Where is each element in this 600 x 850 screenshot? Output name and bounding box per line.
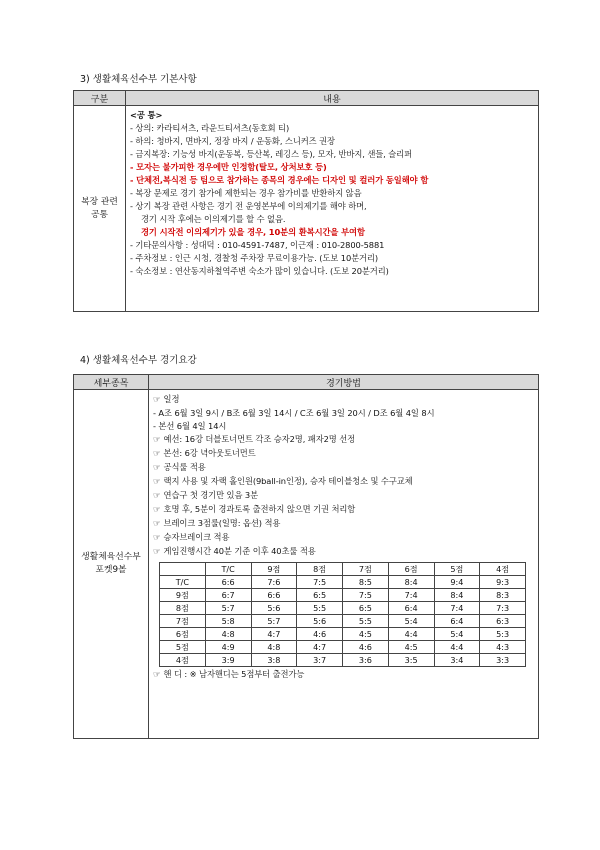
- handicap-cell: 5:7: [205, 602, 251, 615]
- handicap-row: [160, 602, 526, 615]
- handicap-cell: 7:6: [251, 576, 297, 589]
- handicap-footer: ☞ 핸 디 : ※ 남자핸디는 5점부터 출전가능: [153, 669, 305, 680]
- handicap-cell: 5:8: [205, 615, 251, 628]
- handicap-cell: 6:5: [297, 589, 343, 602]
- header-method: 경기방법: [149, 375, 539, 390]
- section4-label-line2: 포켓9볼: [95, 565, 127, 575]
- handicap-row: [160, 628, 526, 641]
- handicap-cell: 3:5: [388, 654, 434, 667]
- clothing-rule-line: 경기 시작전 이의제기가 있을 경우, 10분의 환복시간을 부여함: [141, 227, 365, 237]
- handicap-cell: 5:6: [297, 615, 343, 628]
- clothing-rule-line: - 모자는 불가피한 경우에만 인정함(탈모, 상처보호 등): [130, 162, 327, 172]
- handicap-column-header: 9점: [251, 563, 297, 576]
- game-rule-line: ☞ 연습구 첫 경기만 있음 3분: [153, 490, 259, 501]
- pointing-hand-icon: ☞: [153, 395, 161, 405]
- game-rule-line: ☞ 일정: [153, 394, 180, 405]
- handicap-cell: 7:4: [388, 589, 434, 602]
- section4-header-row: [74, 375, 539, 390]
- handicap-cell: 4:9: [205, 641, 251, 654]
- header-subevent: 세부종목: [74, 375, 149, 390]
- clothing-rule-line: - 숙소정보 : 연산동지하철역주변 숙소가 많이 있습니다. (도보 20분거리): [130, 266, 389, 276]
- handicap-cell: 8:4: [434, 589, 480, 602]
- pointing-hand-icon: ☞: [153, 463, 161, 473]
- handicap-cell: 4:4: [434, 641, 480, 654]
- handicap-cell: 4:3: [480, 641, 526, 654]
- game-rule-line: ☞ 게임진행시간 40분 기준 이후 40초룰 적용: [153, 546, 316, 557]
- clothing-rule-line: 경기 시작 후에는 이의제기를 할 수 없음.: [141, 214, 286, 224]
- section3-body-row: [74, 106, 539, 312]
- section3-label-line1: 복장 관련: [81, 196, 118, 207]
- handicap-cell: 5:4: [434, 628, 480, 641]
- handicap-cell: 4:6: [343, 641, 389, 654]
- handicap-cell: 5:6: [251, 602, 297, 615]
- handicap-column-header: T/C: [205, 563, 251, 576]
- handicap-cell: 3:3: [480, 654, 526, 667]
- handicap-cell: 7:5: [297, 576, 343, 589]
- game-rule-line: ☞ 브레이크 3점룰(일명: 옵션) 적용: [153, 518, 281, 529]
- handicap-cell: 4:5: [343, 628, 389, 641]
- handicap-cell: 6:6: [205, 576, 251, 589]
- pointing-hand-icon: ☞: [153, 435, 161, 445]
- clothing-rule-line: <공 통>: [130, 110, 163, 120]
- handicap-cell: 4:7: [251, 628, 297, 641]
- section3-label-line2: 공통: [91, 209, 108, 220]
- game-rule-line: ☞ 호명 후, 5분이 경과토록 출전하지 않으면 기권 처리함: [153, 504, 356, 515]
- section4-title: 4) 생활체육선수부 경기요강: [80, 355, 197, 366]
- clothing-rule-line: - 기타문의사항 : 성대덕 : 010-4591-7487, 이근재 : 010-2800-5881: [130, 240, 385, 250]
- handicap-table: [159, 562, 526, 667]
- clothing-rule-line: - 금지복장: 기능성 바지(운동복, 등산복, 레깅스 등), 모자, 반바지, 샌들, 슬리퍼: [130, 149, 412, 159]
- handicap-cell: 4:4: [388, 628, 434, 641]
- game-rule-line: ☞ 랙지 사용 및 자랙 홀인원(9ball-in인정), 승자 테이블청소 및 수구교체: [153, 476, 413, 487]
- handicap-row-label: 9점: [160, 589, 206, 602]
- handicap-cell: 6:4: [434, 615, 480, 628]
- clothing-rule-line: - 주차정보 : 인근 시청, 경찰청 주차장 무료이용가능. (도보 10분거리): [130, 253, 379, 263]
- clothing-rule-line: - 상기 복장 관련 사항은 경기 전 운영본부에 이의제기를 해야 하며,: [130, 201, 367, 211]
- handicap-row: [160, 576, 526, 589]
- handicap-column-header: 6점: [388, 563, 434, 576]
- game-rule-line: ☞ 본선: 6강 녁아웃토너먼트: [153, 448, 256, 459]
- pointing-hand-icon: ☞: [153, 533, 161, 543]
- pointing-hand-icon: ☞: [153, 491, 161, 501]
- handicap-cell: 7:3: [480, 602, 526, 615]
- pointing-hand-icon: ☞: [153, 505, 161, 515]
- handicap-row: [160, 615, 526, 628]
- section3-table: [73, 90, 539, 312]
- handicap-cell: 5:4: [388, 615, 434, 628]
- handicap-cell: 3:9: [205, 654, 251, 667]
- handicap-column-header: 4점: [480, 563, 526, 576]
- handicap-row-label: T/C: [160, 576, 206, 589]
- game-rule-line: ☞ 예선: 16강 더블토너먼트 각조 승자2명, 패자2명 선정: [153, 434, 356, 445]
- pointing-hand-icon: ☞: [153, 547, 161, 557]
- handicap-cell: 6:7: [205, 589, 251, 602]
- handicap-column-header: [160, 563, 206, 576]
- game-rule-line: ☞ 공식룰 적용: [153, 462, 206, 473]
- handicap-row-label: 8점: [160, 602, 206, 615]
- handicap-row-label: 4점: [160, 654, 206, 667]
- handicap-cell: 6:6: [251, 589, 297, 602]
- handicap-cell: 4:5: [388, 641, 434, 654]
- handicap-column-header: 7점: [343, 563, 389, 576]
- handicap-header-row: [160, 563, 526, 576]
- clothing-rule-line: - 단체전,복식전 등 팀으로 참가하는 종목의 경우에는 디자인 및 컬러가 동일해야 함: [130, 175, 429, 185]
- game-rule-line: ☞ 승자브레이크 적용: [153, 532, 230, 543]
- header-content: 내용: [126, 91, 539, 106]
- pointing-hand-icon: ☞: [153, 449, 161, 459]
- handicap-cell: 4:7: [297, 641, 343, 654]
- pointing-hand-icon: ☞: [153, 477, 161, 487]
- handicap-cell: 3:7: [297, 654, 343, 667]
- handicap-cell: 7:4: [434, 602, 480, 615]
- handicap-column-header: 5점: [434, 563, 480, 576]
- handicap-row-label: 5점: [160, 641, 206, 654]
- handicap-cell: 8:5: [343, 576, 389, 589]
- section4-body-row: [74, 390, 539, 739]
- handicap-cell: 3:4: [434, 654, 480, 667]
- game-rule-line: - 본선 6월 4일 14시: [153, 421, 227, 431]
- handicap-cell: 5:5: [343, 615, 389, 628]
- handicap-column-header: 8점: [297, 563, 343, 576]
- handicap-cell: 5:7: [251, 615, 297, 628]
- section4-label: [74, 390, 149, 739]
- clothing-rule-line: - 하의: 청바지, 면바지, 정장 바지 / 운동화, 스니커즈 권장: [130, 136, 335, 146]
- handicap-row: [160, 641, 526, 654]
- section3-header-row: [74, 91, 539, 106]
- handicap-cell: 9:4: [434, 576, 480, 589]
- clothing-rule-line: - 복장 문제로 경기 참가에 제한되는 경우 참가비를 반환하지 않음: [130, 188, 362, 198]
- pointing-hand-icon: ☞: [153, 670, 161, 680]
- handicap-cell: 8:4: [388, 576, 434, 589]
- handicap-row: [160, 654, 526, 667]
- clothing-rule-line: - 상의: 카라티셔츠, 라운드티셔츠(동호회 티): [130, 123, 290, 133]
- handicap-cell: 5:5: [297, 602, 343, 615]
- handicap-cell: 7:5: [343, 589, 389, 602]
- handicap-cell: 3:8: [251, 654, 297, 667]
- section4-content: [149, 390, 539, 739]
- handicap-cell: 6:4: [388, 602, 434, 615]
- handicap-cell: 4:8: [205, 628, 251, 641]
- game-rule-line: - A조 6월 3일 9시 / B조 6월 3일 14시 / C조 6월 3일 20시 / D조 6월 4일 8시: [153, 408, 435, 418]
- handicap-cell: 8:3: [480, 589, 526, 602]
- section4-table: [73, 374, 539, 739]
- pointing-hand-icon: ☞: [153, 519, 161, 529]
- handicap-cell: 4:6: [297, 628, 343, 641]
- handicap-cell: 6:5: [343, 602, 389, 615]
- section3-content: [126, 106, 539, 312]
- header-category: 구분: [74, 91, 126, 106]
- handicap-row-label: 6점: [160, 628, 206, 641]
- handicap-cell: 5:3: [480, 628, 526, 641]
- handicap-cell: 6:3: [480, 615, 526, 628]
- handicap-cell: 3:6: [343, 654, 389, 667]
- section3-title: 3) 생활체육선수부 기본사항: [80, 74, 197, 85]
- handicap-cell: 4:8: [251, 641, 297, 654]
- handicap-row-label: 7점: [160, 615, 206, 628]
- handicap-row: [160, 589, 526, 602]
- section3-label: [74, 106, 126, 312]
- handicap-cell: 9:3: [480, 576, 526, 589]
- section4-label-line1: 생활체육선수부: [81, 552, 141, 562]
